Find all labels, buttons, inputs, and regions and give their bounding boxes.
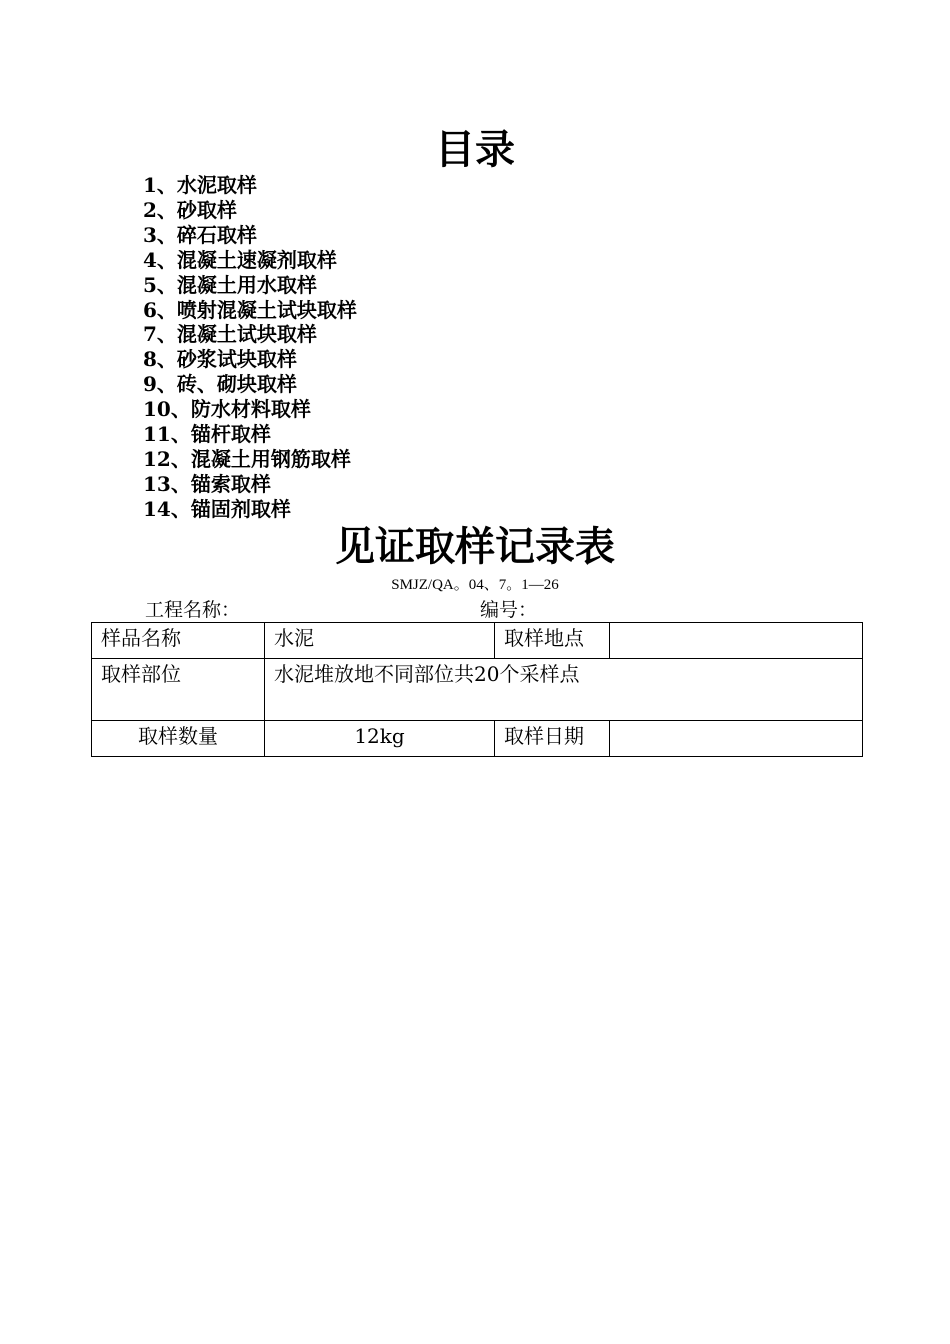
toc-item: 12、混凝土用钢筋取样: [143, 446, 351, 471]
location-label: 取样地点: [495, 623, 610, 659]
toc-item: 11、锚杆取样: [143, 422, 271, 447]
project-name-label: 工程名称：: [145, 599, 241, 621]
toc-item: 6、喷射混凝土试块取样: [143, 297, 357, 322]
toc-item: 10、防水材料取样: [143, 397, 311, 422]
sample-name-label: 样品名称: [92, 623, 265, 659]
sampling-record-table: [91, 622, 863, 757]
part-label: 取样部位: [92, 659, 265, 721]
toc-item: 4、混凝土速凝剂取样: [143, 247, 337, 272]
date-label: 取样日期: [495, 721, 610, 757]
toc-item: 14、锚固剂取样: [143, 496, 291, 521]
toc-title: 目录: [435, 126, 515, 173]
part-value: 水泥堆放地不同部位共20个采样点: [265, 659, 863, 721]
location-value: [610, 623, 863, 659]
toc-item: 1、水泥取样: [143, 173, 257, 197]
toc-item: 5、混凝土用水取样: [143, 272, 317, 297]
form-code: SMJZ/QA。04、7。1—26: [391, 577, 559, 593]
toc-list: [143, 173, 357, 522]
quantity-label: 取样数量: [92, 721, 265, 757]
table-row: [92, 623, 863, 659]
toc-item: 2、砂取样: [143, 197, 237, 222]
toc-item: 7、混凝土试块取样: [143, 322, 317, 347]
toc-item: 13、锚索取样: [143, 471, 271, 496]
sample-name-value: 水泥: [265, 623, 495, 659]
toc-item: 9、砖、砌块取样: [143, 372, 297, 397]
table-row: [92, 659, 863, 721]
table-row: [92, 721, 863, 757]
toc-item: 8、砂浆试块取样: [143, 347, 297, 372]
toc-item: 3、碎石取样: [143, 222, 257, 247]
form-title: 见证取样记录表: [335, 523, 615, 570]
number-label: 编号：: [480, 599, 538, 621]
date-value: [610, 721, 863, 757]
quantity-value: 12kg: [265, 721, 495, 757]
